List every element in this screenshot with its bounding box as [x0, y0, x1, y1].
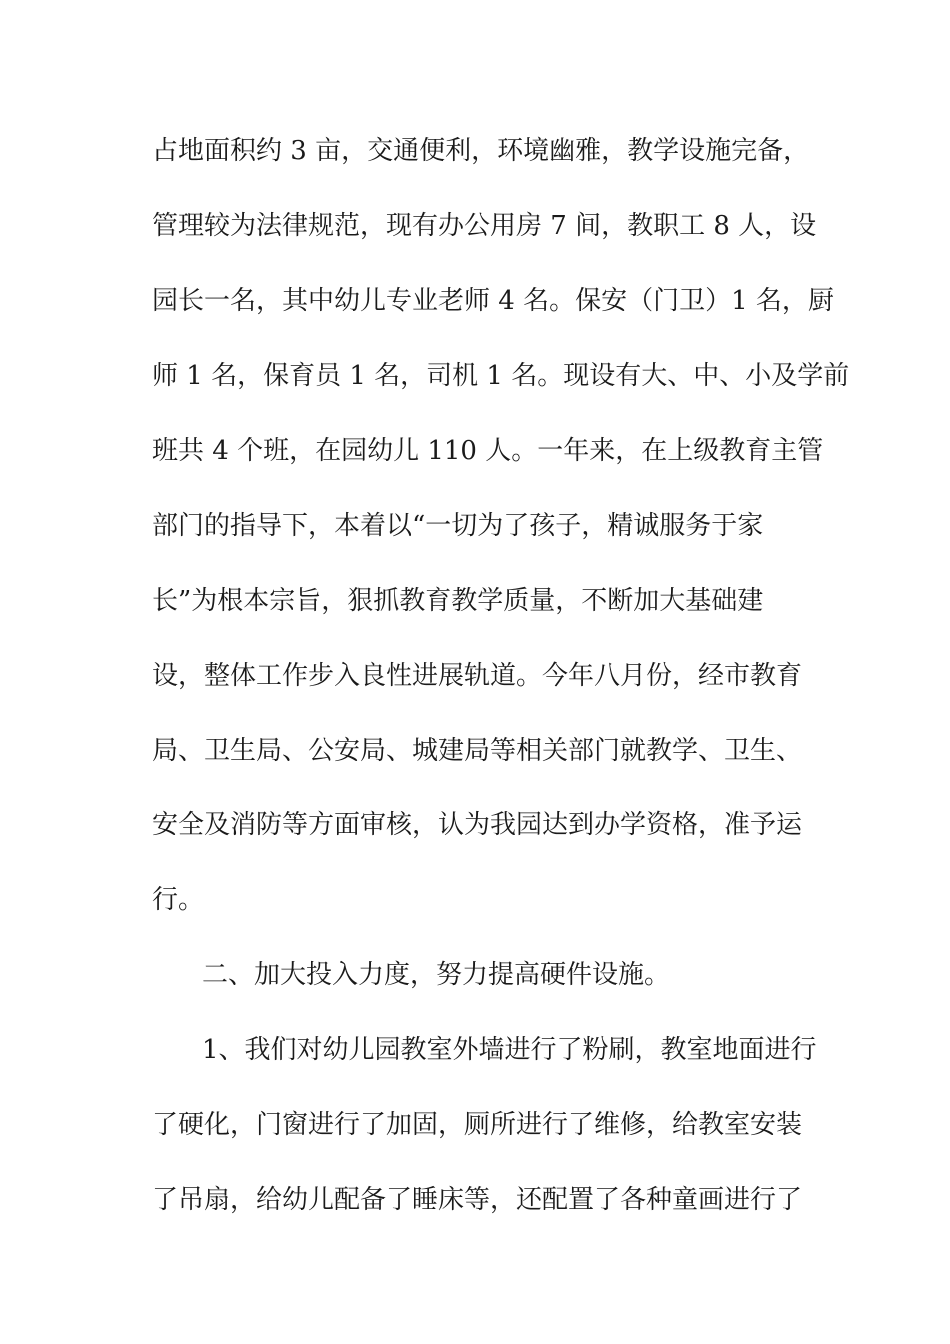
text-line: 设，整体工作步入良性进展轨道。今年八月份，经市教育 — [152, 661, 803, 691]
text-line: 班共 4 个班，在园幼儿 110 人。一年来，在上级教育主管 — [152, 436, 824, 466]
text-line: 占地面积约 3 亩，交通便利，环境幽雅，教学设施完备， — [152, 136, 810, 166]
text-line: 1、我们对幼儿园教室外墙进行了粉刷，教室地面进行 — [202, 1035, 817, 1065]
text-line: 安全及消防等方面审核，认为我园达到办学资格，准予运 — [152, 810, 803, 840]
text-line: 了吊扇，给幼儿配备了睡床等，还配置了各种童画进行了 — [152, 1185, 803, 1215]
text-line: 管理较为法律规范，现有办公用房 7 间，教职工 8 人，设 — [152, 211, 817, 241]
text-line: 长”为根本宗旨，狠抓教育教学质量，不断加大基础建 — [152, 586, 764, 616]
text-line: 部门的指导下，本着以“一切为了孩子，精诚服务于家 — [152, 511, 764, 541]
section-heading: 二、加大投入力度，努力提高硬件设施。 — [202, 960, 671, 990]
text-line: 行。 — [152, 885, 205, 915]
text-line: 局、卫生局、公安局、城建局等相关部门就教学、卫生、 — [152, 736, 803, 766]
text-line: 师 1 名，保育员 1 名，司机 1 名。现设有大、中、小及学前 — [152, 361, 850, 391]
text-line: 园长一名，其中幼儿专业老师 4 名。保安（门卫）1 名，厨 — [152, 286, 834, 316]
text-line: 了硬化，门窗进行了加固，厕所进行了维修，给教室安装 — [152, 1110, 803, 1140]
